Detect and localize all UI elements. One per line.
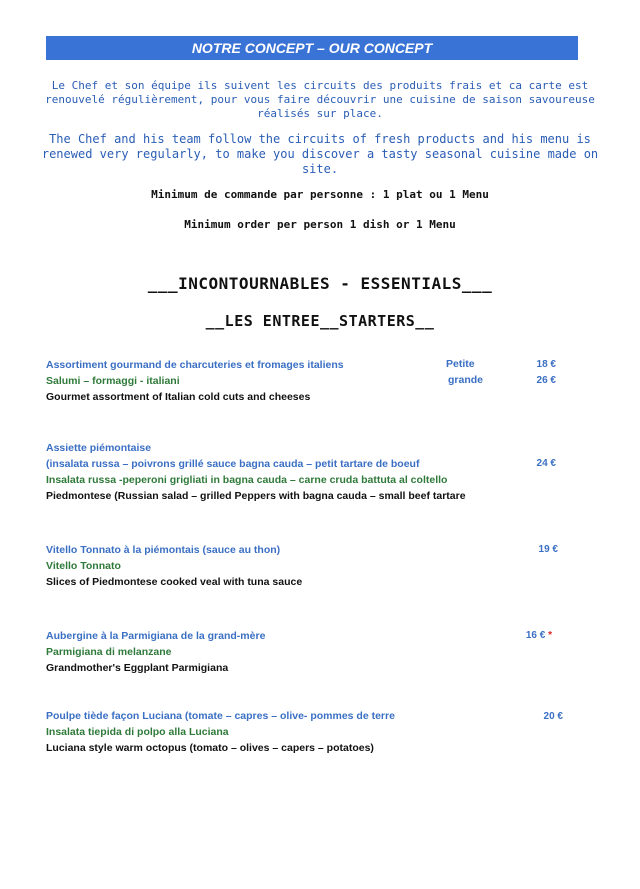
item-name-italian: Vitello Tonnato: [46, 560, 121, 572]
item-name-italian: Insalata tiepida di polpo alla Luciana: [46, 726, 229, 738]
item-price: [492, 630, 552, 641]
item-name-french: Vitello Tonnato à la piémontais (sauce au thon): [46, 544, 281, 556]
item-name-italian: Insalata russa -peperoni grigliati in bagna cauda – carne cruda battuta al coltello: [46, 474, 448, 486]
minimum-order-french: Minimum de commande par personne : 1 plat ou 1 Menu: [151, 188, 489, 201]
item-name-english: Piedmontese (Russian salad – grilled Peppers with bagna cauda – small beef tartare: [46, 490, 466, 502]
item-name-italian: Parmigiana di melanzane: [46, 646, 172, 658]
intro-english: The Chef and his team follow the circuits of fresh products and his menu is renewed very regularly, to make you discover a tasty seasonal cuisine made on site.: [41, 132, 599, 176]
item-name-french: Assortiment gourmand de charcuteries et fromages italiens: [46, 359, 344, 371]
concept-banner: NOTRE CONCEPT – OUR CONCEPT: [46, 36, 578, 60]
item-name-english: Grandmother's Eggplant Parmigiana: [46, 662, 229, 674]
size-label-large: grande: [448, 374, 484, 386]
item-price-large: 26 €: [536, 375, 556, 386]
item-name-english: Slices of Piedmontese cooked veal with tuna sauce: [46, 576, 303, 588]
item-price: 19 €: [538, 544, 558, 555]
section-heading-essentials: ___INCONTOURNABLES - ESSENTIALS___: [147, 274, 493, 293]
size-label-small: Petite: [446, 358, 475, 370]
asterisk-mark: *: [548, 630, 552, 641]
menu-item-piedmontese-plate: [46, 440, 576, 504]
item-description-french: (insalata russa – poivrons grillé sauce bagna cauda – petit tartare de boeuf: [46, 458, 420, 470]
item-price: 20 €: [543, 711, 563, 722]
item-name-italian: Salumi – formaggi - italiani: [46, 375, 180, 387]
item-name-french: Aubergine à la Parmigiana de la grand-mère: [46, 630, 266, 642]
menu-item-vitello-tonnato: [46, 542, 576, 590]
item-price-small: 18 €: [536, 359, 556, 370]
item-name-french: Poulpe tiède façon Luciana (tomate – capres – olive- pommes de terre: [46, 710, 395, 722]
item-name-english: Luciana style warm octopus (tomato – olives – capers – potatoes): [46, 742, 374, 754]
menu-item-octopus: [46, 708, 576, 756]
item-price: 24 €: [536, 458, 556, 469]
section-heading-starters: __LES ENTREE__STARTERS__: [205, 312, 435, 330]
intro-french: Le Chef et son équipe ils suivent les circuits des produits frais et ca carte est renouvelé régulièrement, pour vous faire découvrir une cuisine de saison savoureuse réalisés sur place.: [45, 79, 595, 120]
minimum-order-english: Minimum order per person 1 dish or 1 Menu: [184, 218, 456, 231]
item-name-french: Assiette piémontaise: [46, 442, 152, 454]
price-value: 16 €: [525, 630, 546, 641]
item-name-english: Gourmet assortment of Italian cold cuts and cheeses: [46, 391, 311, 403]
